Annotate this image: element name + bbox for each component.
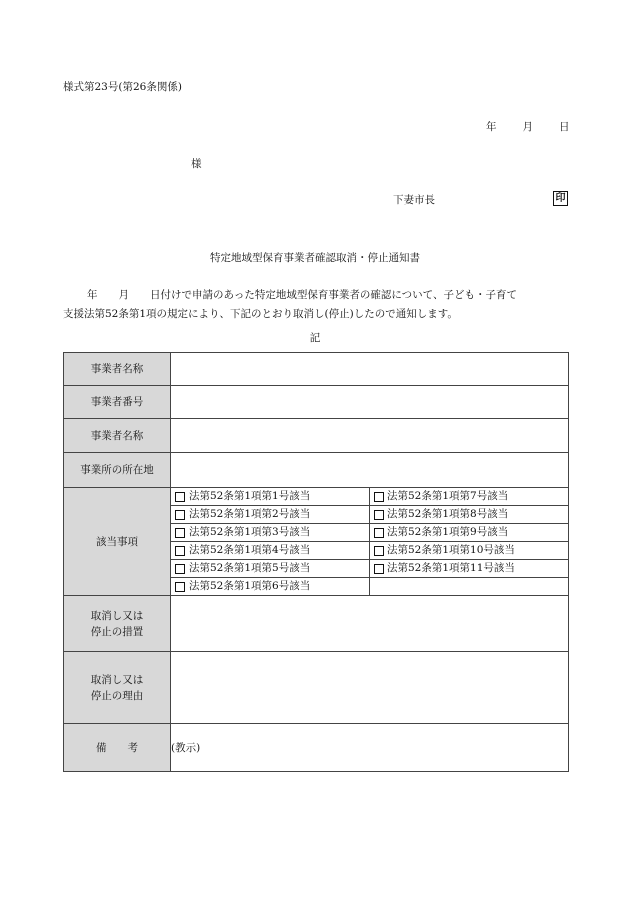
checkbox-icon[interactable] xyxy=(175,492,185,502)
checkbox-icon[interactable] xyxy=(374,510,384,520)
item-row xyxy=(171,506,568,524)
item-left-3[interactable]: 法第52条第1項第3号該当 xyxy=(171,524,370,542)
item-right-empty xyxy=(370,578,569,596)
field-remarks[interactable]: (教示) xyxy=(171,724,569,772)
item-right-8[interactable]: 法第52条第1項第8号該当 xyxy=(370,506,569,524)
checkbox-icon[interactable] xyxy=(374,492,384,502)
item-right-10[interactable]: 法第52条第1項第10号該当 xyxy=(370,542,569,560)
label-operator-number: 事業者番号 xyxy=(64,386,171,419)
item-row xyxy=(171,524,568,542)
notice-body-line-2: 支援法第52条第1項の規定により、下記のとおり取消し(停止)したので通知します。 xyxy=(63,308,458,320)
ki-marker: 記 xyxy=(309,332,321,344)
field-operator-number[interactable] xyxy=(171,386,569,419)
checkbox-icon[interactable] xyxy=(175,546,185,556)
label-reason-line-1: 取消し又は xyxy=(90,673,144,686)
item-right-11[interactable]: 法第52条第1項第11号該当 xyxy=(370,560,569,578)
notice-table xyxy=(63,352,569,772)
item-row xyxy=(171,560,568,578)
date-line xyxy=(486,119,570,134)
label-measure-line-1: 取消し又は xyxy=(90,609,144,622)
item-row xyxy=(171,488,568,506)
seal-stamp: 印 xyxy=(553,191,568,206)
item-row xyxy=(171,542,568,560)
label-reason xyxy=(64,652,171,724)
date-day: 日 xyxy=(559,121,570,133)
checkbox-icon[interactable] xyxy=(175,510,185,520)
form-number: 様式第23号(第26条関係) xyxy=(63,81,182,93)
label-remarks: 備 考 xyxy=(64,724,171,772)
checkbox-icon[interactable] xyxy=(175,564,185,574)
checkbox-icon[interactable] xyxy=(374,564,384,574)
checkbox-icon[interactable] xyxy=(175,582,185,592)
item-right-7[interactable]: 法第52条第1項第7号該当 xyxy=(370,488,569,506)
field-operator-name-1[interactable] xyxy=(171,353,569,386)
field-operator-name-2[interactable] xyxy=(171,419,569,453)
label-operator-name-2: 事業者名称 xyxy=(64,419,171,453)
notice-body-line-1: 年 月 日付けで申請のあった特定地域型保育事業者の確認について、子ども・子育て xyxy=(87,289,517,301)
issuer-name: 下妻市長 xyxy=(393,194,435,206)
item-left-4[interactable]: 法第52条第1項第4号該当 xyxy=(171,542,370,560)
item-left-6[interactable]: 法第52条第1項第6号該当 xyxy=(171,578,370,596)
checkbox-icon[interactable] xyxy=(374,528,384,538)
checkbox-icon[interactable] xyxy=(175,528,185,538)
item-left-2[interactable]: 法第52条第1項第2号該当 xyxy=(171,506,370,524)
applicable-items-cell xyxy=(171,488,569,596)
label-reason-line-2: 停止の理由 xyxy=(90,689,144,702)
document-title: 特定地域型保育事業者確認取消・停止通知書 xyxy=(210,252,420,264)
label-operator-name-1: 事業者名称 xyxy=(64,353,171,386)
applicable-items-grid xyxy=(171,488,568,595)
field-measure[interactable] xyxy=(171,596,569,652)
field-office-address[interactable] xyxy=(171,453,569,488)
notice-body xyxy=(63,286,573,324)
label-measure xyxy=(64,596,171,652)
label-office-address: 事業所の所在地 xyxy=(64,453,171,488)
field-reason[interactable] xyxy=(171,652,569,724)
date-year: 年 xyxy=(486,121,497,133)
item-right-9[interactable]: 法第52条第1項第9号該当 xyxy=(370,524,569,542)
item-left-5[interactable]: 法第52条第1項第5号該当 xyxy=(171,560,370,578)
item-row xyxy=(171,578,568,596)
addressee-suffix: 様 xyxy=(191,158,202,170)
label-applicable-items: 該当事項 xyxy=(64,488,171,596)
label-measure-line-2: 停止の措置 xyxy=(90,625,144,638)
checkbox-icon[interactable] xyxy=(374,546,384,556)
item-left-1[interactable]: 法第52条第1項第1号該当 xyxy=(171,488,370,506)
date-month: 月 xyxy=(522,121,533,133)
